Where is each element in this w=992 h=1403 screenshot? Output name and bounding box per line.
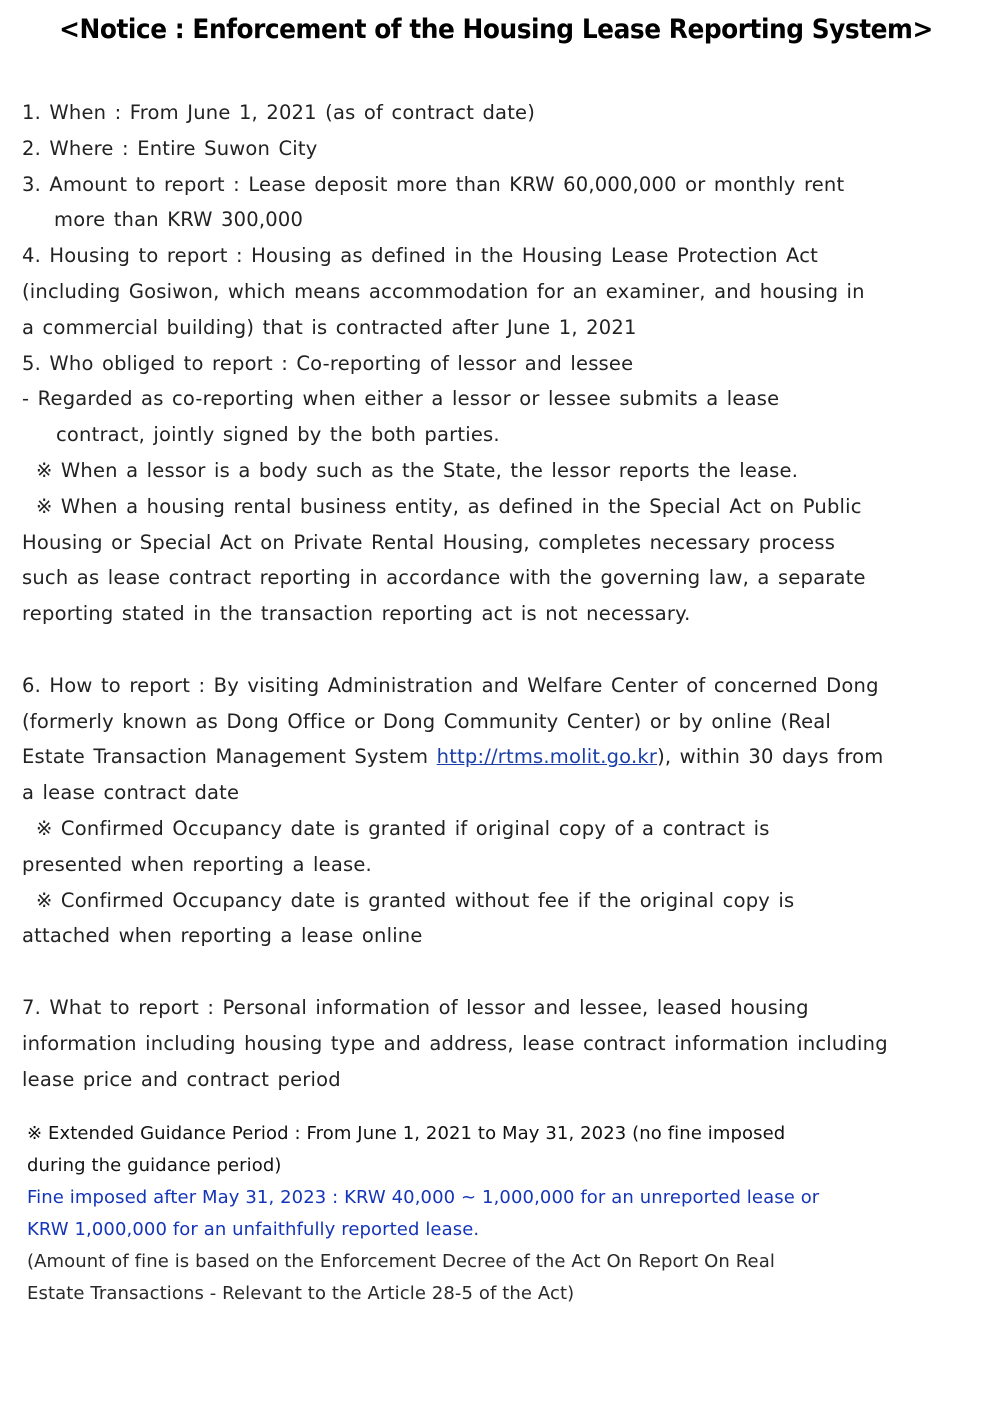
item-when: 1. When : From June 1, 2021 (as of contract date) bbox=[22, 101, 536, 124]
guidance-period-cont: during the guidance period) bbox=[27, 1155, 282, 1176]
fine-notice: Fine imposed after May 31, 2023 : KRW 40,000 ~ 1,000,000 for an unreported lease or bbox=[27, 1187, 820, 1208]
notice-title: <Notice : Enforcement of the Housing Lease Reporting System> bbox=[59, 14, 933, 45]
item-how-text-pre: Estate Transaction Management System bbox=[22, 745, 437, 769]
item-amount: 3. Amount to report : Lease deposit more than KRW 60,000,000 or monthly rent bbox=[22, 172, 845, 196]
item-who-note-1: ※ When a lessor is a body such as the State, the lessor reports the lease. bbox=[36, 458, 799, 482]
item-where: 2. Where : Entire Suwon City bbox=[22, 136, 318, 160]
item-who-note-2: ※ When a housing rental business entity, as defined in the Special Act on Public bbox=[36, 494, 862, 518]
item-housing-cont-2: a commercial building) that is contracted after June 1, 2021 bbox=[22, 315, 637, 339]
fine-notice-cont: KRW 1,000,000 for an unfaithfully reported lease. bbox=[27, 1219, 480, 1240]
item-how-text-post: ), within 30 days from bbox=[657, 745, 884, 769]
item-who-note-2-cont-1: Housing or Special Act on Private Rental Housing, completes necessary process bbox=[22, 530, 836, 554]
fine-basis-cont: Estate Transactions - Relevant to the Article 28-5 of the Act) bbox=[27, 1283, 575, 1304]
guidance-period: ※ Extended Guidance Period : From June 1, 2021 to May 31, 2023 (no fine imposed bbox=[27, 1123, 786, 1144]
item-amount-cont: more than KRW 300,000 bbox=[54, 208, 304, 232]
fine-basis: (Amount of fine is based on the Enforcement Decree of the Act On Report On Real bbox=[27, 1251, 775, 1272]
item-who-dash-cont: contract, jointly signed by the both parties. bbox=[56, 423, 500, 447]
item-how-note-2: ※ Confirmed Occupancy date is granted without fee if the original copy is bbox=[36, 888, 795, 912]
item-what-cont-1: information including housing type and address, lease contract information including bbox=[22, 1031, 888, 1055]
item-how-note-2-cont: attached when reporting a lease online bbox=[22, 924, 423, 948]
item-what: 7. What to report : Personal information of lessor and lessee, leased housing bbox=[22, 995, 809, 1019]
item-what-cont-2: lease price and contract period bbox=[22, 1067, 341, 1091]
item-how-cont-1: (formerly known as Dong Office or Dong Community Center) or by online (Real bbox=[22, 709, 832, 733]
item-who-dash: - Regarded as co-reporting when either a lessor or lessee submits a lease bbox=[22, 387, 780, 411]
item-housing: 4. Housing to report : Housing as defined in the Housing Lease Protection Act bbox=[22, 244, 819, 268]
item-housing-cont-1: (including Gosiwon, which means accommodation for an examiner, and housing in bbox=[22, 279, 865, 303]
guidance-section bbox=[27, 1118, 927, 1310]
item-how-note-1-cont: presented when reporting a lease. bbox=[22, 852, 372, 876]
notice-body bbox=[22, 95, 922, 1097]
item-how-cont-3: a lease contract date bbox=[22, 781, 240, 805]
item-how: 6. How to report : By visiting Administration and Welfare Center of concerned Dong bbox=[22, 673, 879, 697]
item-how-cont-2 bbox=[22, 739, 922, 775]
item-who-note-2-cont-2: such as lease contract reporting in accordance with the governing law, a separate bbox=[22, 566, 866, 590]
item-who-note-2-cont-3: reporting stated in the transaction reporting act is not necessary. bbox=[22, 602, 691, 626]
item-how-note-1: ※ Confirmed Occupancy date is granted if original copy of a contract is bbox=[36, 816, 770, 840]
item-who: 5. Who obliged to report : Co-reporting of lessor and lessee bbox=[22, 351, 634, 375]
rtms-link[interactable]: http://rtms.molit.go.kr bbox=[436, 745, 658, 769]
